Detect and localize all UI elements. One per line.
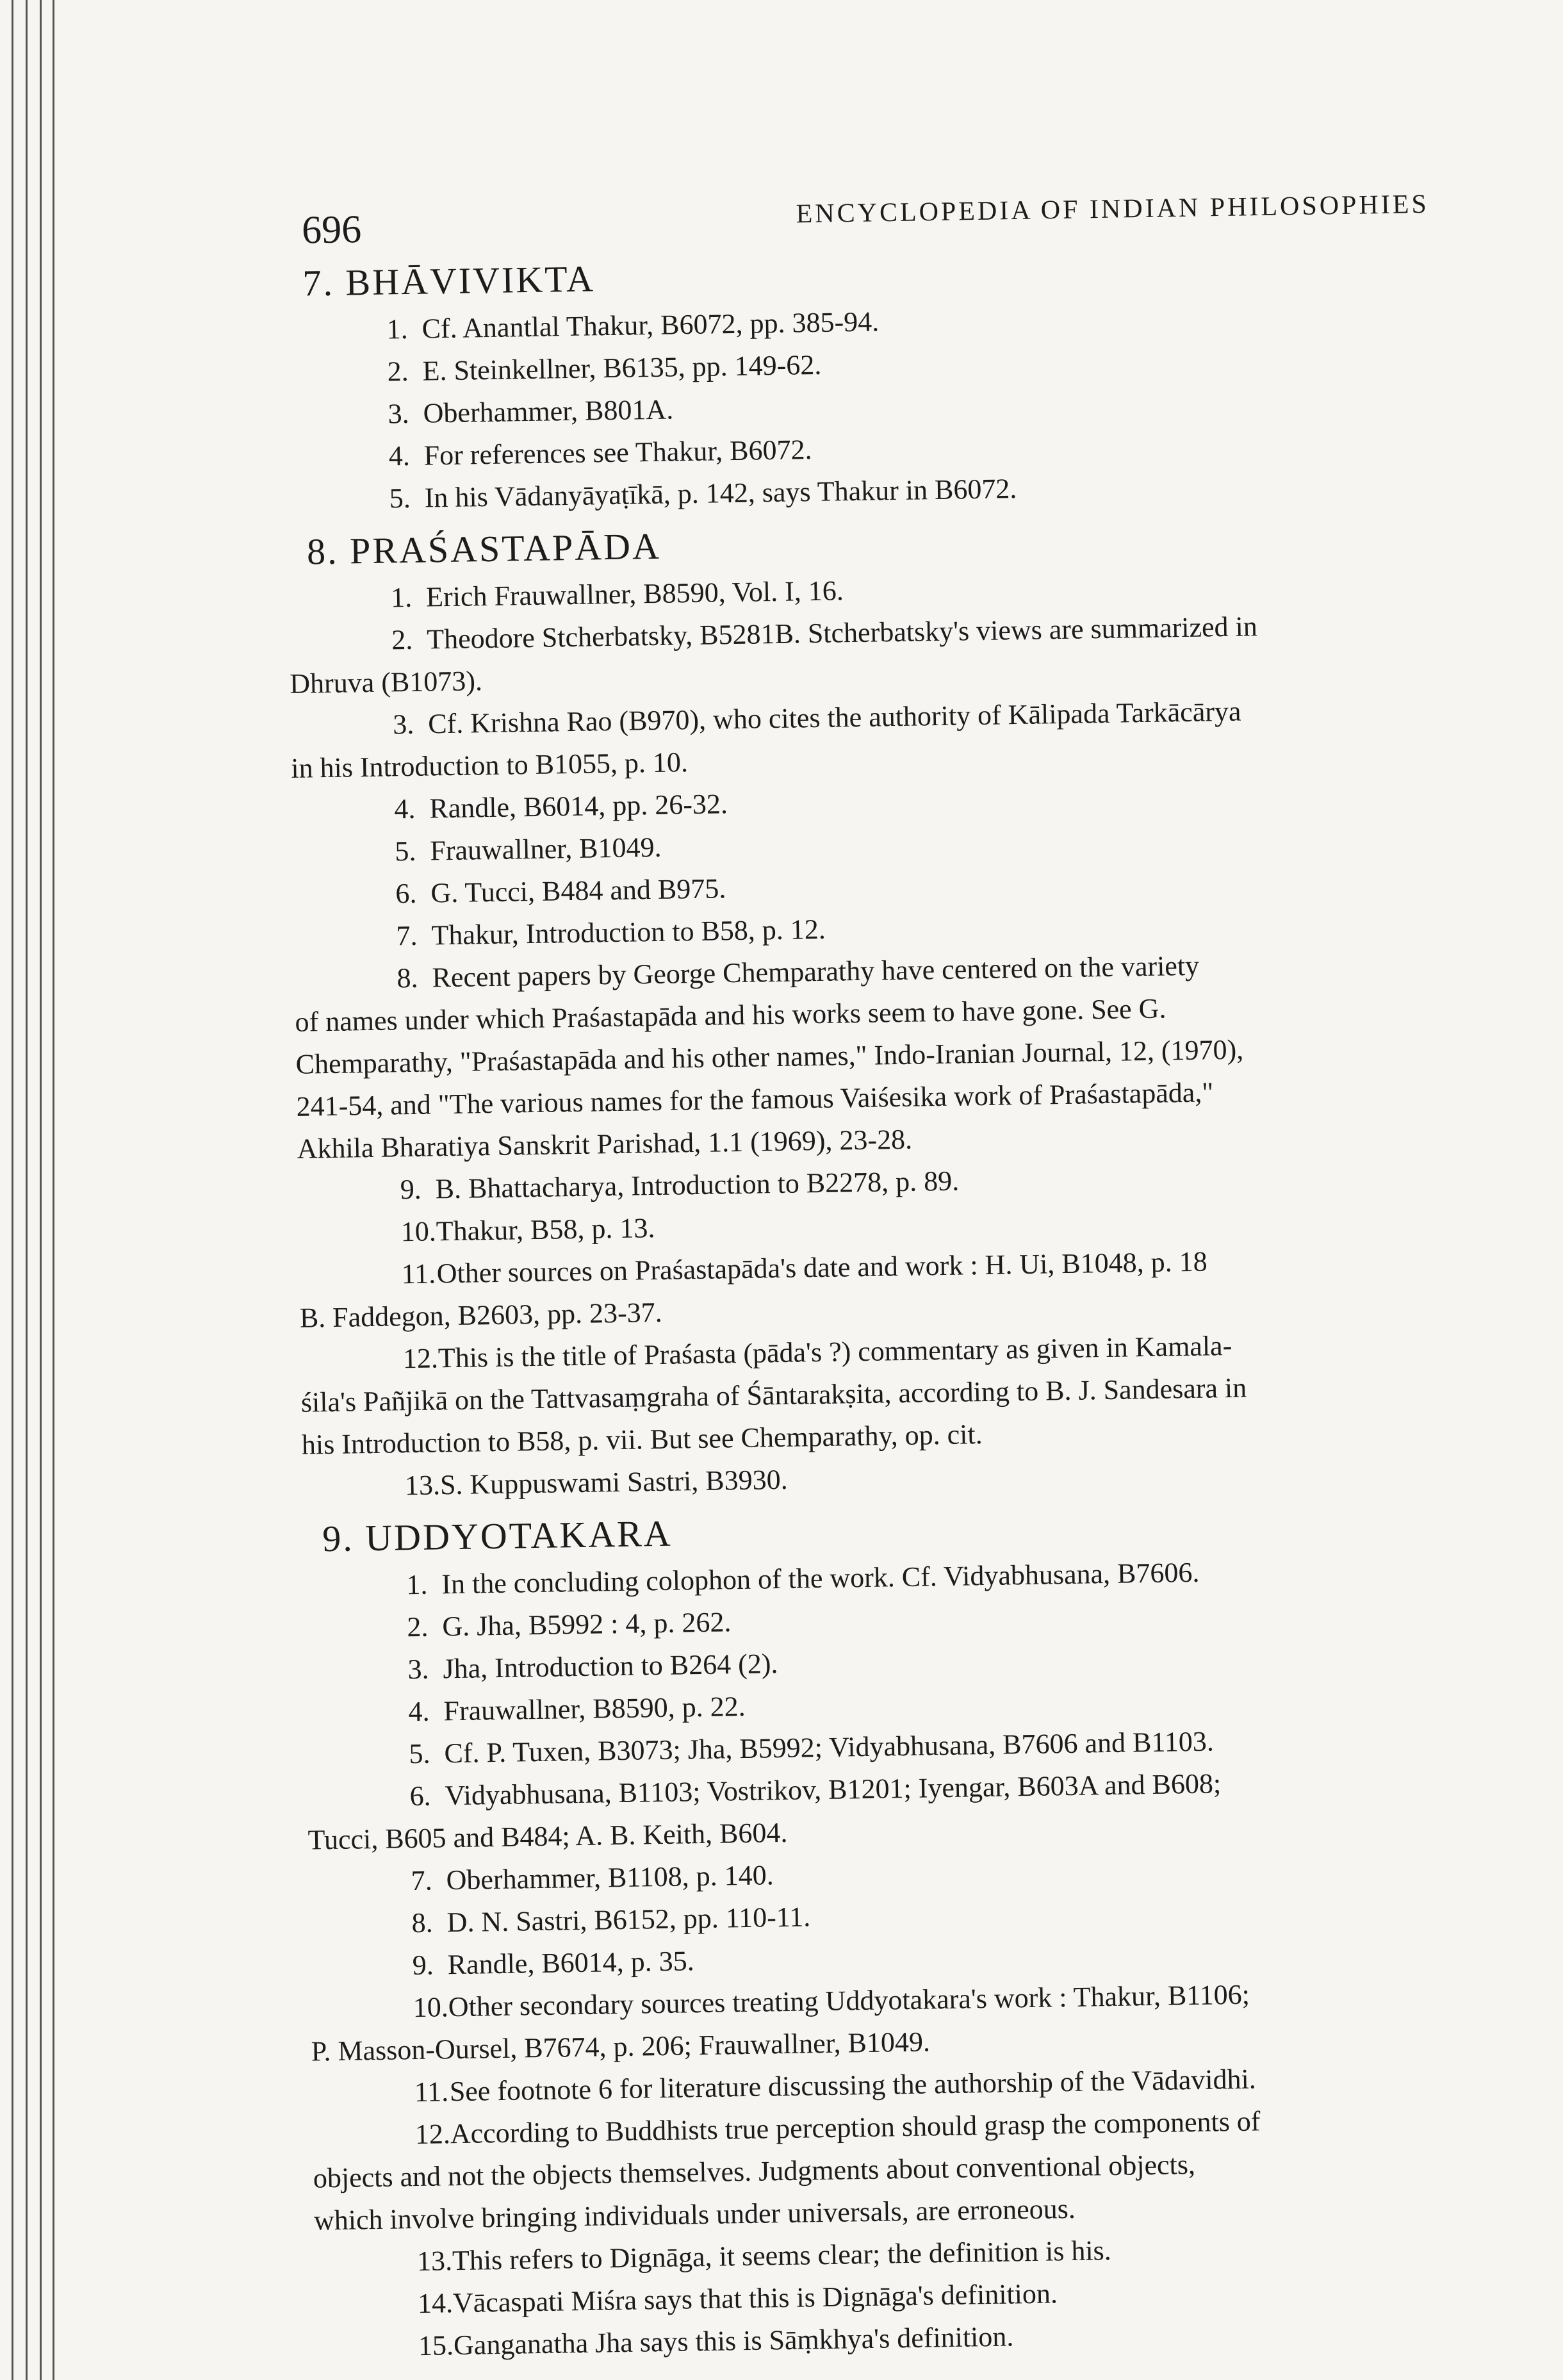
footnote-text: Randle, B6014, pp. 26-32.: [429, 788, 728, 825]
footnote-number: 6.: [395, 877, 417, 910]
footnote-number: 12.: [402, 1342, 439, 1375]
footnote-number: 3.: [388, 397, 410, 430]
footnote-number: 6.: [409, 1780, 431, 1812]
footnote-text: of names under which Praśastapāda and his works seem to have gone. See G.: [295, 992, 1166, 1038]
footnote-number: 4.: [388, 439, 411, 472]
footnote-number: 11.: [414, 2076, 449, 2108]
footnote-text: Erich Frauwallner, B8590, Vol. I, 16.: [425, 575, 844, 613]
footnote-text: Cf. Anantlal Thakur, B6072, pp. 385-94.: [421, 306, 880, 345]
footnote-text: 241-54, and "The various names for the famous Vaiśesika work of Praśastapāda,": [296, 1076, 1214, 1122]
footnote-text: P. Masson-Oursel, B7674, p. 206; Frauwallner, B1049.: [311, 2026, 931, 2067]
footnote-number: 2.: [391, 623, 413, 656]
footnote-number: 3.: [392, 708, 414, 741]
footnote-text: which involve bringing individuals under universals, are erroneous.: [313, 2192, 1076, 2236]
footnote-text: In the concluding colophon of the work. Cf. Vidyabhusana, B7606.: [441, 1556, 1200, 1600]
footnote-number: 1.: [386, 313, 408, 345]
footnote-text: Chemparathy, "Praśastapāda and his other names," Indo-Iranian Journal, 12, (1970),: [295, 1033, 1244, 1080]
footnote-text: G. Tucci, B484 and B975.: [430, 873, 726, 909]
footnote-number: 2.: [407, 1611, 429, 1643]
footnote-text: Other secondary sources treating Uddyotakara's work : Thakur, B1106;: [448, 1978, 1250, 2023]
footnote-number: 13.: [416, 2245, 453, 2277]
binding-edge-line: [12, 0, 13, 2380]
footnote-number: 1.: [406, 1568, 428, 1601]
footnote-number: 5.: [409, 1737, 430, 1770]
footnote-number: 1.: [390, 581, 413, 614]
footnote-text: According to Buddhists true perception should grasp the components of: [450, 2105, 1261, 2150]
footnote-text: E. Steinkellner, B6135, pp. 149-62.: [422, 349, 822, 387]
footnote-text: Cf. P. Tuxen, B3073; Jha, B5992; Vidyabhusana, B7606 and B1103.: [444, 1725, 1215, 1769]
section-heading: 7. BHĀVIVIKTA: [302, 258, 596, 304]
footnote-text: Oberhammer, B1108, p. 140.: [446, 1859, 774, 1896]
footnote-text: Theodore Stcherbatsky, B5281B. Stcherbatsky's views are summarized in: [426, 611, 1258, 655]
footnote-number: 8.: [411, 1907, 434, 1939]
footnote-number: 9.: [400, 1173, 422, 1206]
footnote-text: Tucci, B605 and B484; A. B. Keith, B604.: [307, 1816, 788, 1856]
footnote-text: This is the title of Praśasta (pāda's ?) commentary as given in Kamala-: [438, 1329, 1232, 1374]
footnote-text: Vidyabhusana, B1103; Vostrikov, B1201; Iyengar, B603A and B608;: [445, 1768, 1222, 1812]
footnote-text: This refers to Dignāga, it seems clear; the definition is his.: [452, 2235, 1112, 2277]
footnote-number: 14.: [417, 2287, 454, 2320]
footnote-text: Oberhammer, B801A.: [423, 393, 674, 429]
footnote-text: Jha, Introduction to B264 (2).: [443, 1648, 778, 1685]
footnote-text: Vācaspati Miśra says that this is Dignāga's definition.: [452, 2277, 1058, 2319]
footnote-text: Dhruva (B1073).: [289, 665, 483, 700]
binding-edge-line: [53, 0, 54, 2380]
footnote-text: D. N. Sastri, B6152, pp. 110-11.: [446, 1901, 811, 1939]
running-head: ENCYCLOPEDIA OF INDIAN PHILOSOPHIES: [796, 189, 1430, 229]
footnote-number: 13.: [404, 1469, 441, 1502]
footnote-text: Frauwallner, B8590, p. 22.: [443, 1690, 746, 1727]
footnote-text: Thakur, Introduction to B58, p. 12.: [431, 913, 826, 951]
footnote-text: Other sources on Praśastapāda's date and work : H. Ui, B1048, p. 18: [436, 1245, 1208, 1290]
footnote-text: For references see Thakur, B6072.: [423, 434, 812, 472]
footnote-text: objects and not the objects themselves. Judgments about conventional objects,: [313, 2148, 1196, 2194]
section-heading: 9. UDDYOTAKARA: [322, 1512, 673, 1560]
footnote-text: In his Vādanyāyaṭīkā, p. 142, says Thakur in B6072.: [424, 473, 1017, 514]
footnote-text: Frauwallner, B1049.: [430, 831, 662, 867]
binding-edge-line: [40, 0, 42, 2380]
footnote-number: 2.: [387, 355, 409, 388]
footnote-text: Cf. Krishna Rao (B970), who cites the authority of Kālipada Tarkācārya: [427, 695, 1241, 740]
footnote-number: 4.: [393, 792, 416, 825]
footnote-text: Akhila Bharatiya Sanskrit Parishad, 1.1 (1969), 23-28.: [297, 1123, 913, 1165]
footnote-text: See footnote 6 for literature discussing the authorship of the Vādavidhi.: [449, 2063, 1257, 2108]
footnote-text: Randle, B6014, p. 35.: [447, 1945, 695, 1981]
footnote-number: 3.: [407, 1653, 429, 1686]
book-page: [282, 165, 1462, 2369]
footnote-text: his Introduction to B58, p. vii. But see Chemparathy, op. cit.: [301, 1418, 983, 1461]
footnote-text: B. Bhattacharya, Introduction to B2278, p. 89.: [435, 1165, 960, 1205]
footnote-text: śila's Pañjikā on the Tattvasaṃgraha of Śāntarakṣita, according to B. J. Sandesara in: [300, 1372, 1247, 1418]
notes-content: [283, 244, 1462, 2369]
footnote-number: 5.: [395, 835, 416, 867]
footnote-text: Thakur, B58, p. 13.: [436, 1212, 655, 1247]
footnote-text: B. Faddegon, B2603, pp. 23-37.: [299, 1296, 663, 1334]
footnote-number: 10.: [413, 1991, 449, 2024]
footnote-text: G. Jha, B5992 : 4, p. 262.: [442, 1606, 732, 1643]
page-header: [282, 165, 1430, 253]
footnote-text: in his Introduction to B1055, p. 10.: [290, 746, 689, 784]
footnote-number: 4.: [408, 1695, 430, 1728]
footnote-number: 11.: [401, 1258, 436, 1290]
footnote-number: 5.: [389, 482, 411, 514]
binding-edge-line: [26, 0, 28, 2380]
footnote-number: 15.: [418, 2329, 454, 2362]
footnote-number: 8.: [397, 962, 418, 994]
footnote-number: 7.: [411, 1864, 433, 1897]
footnote-number: 9.: [412, 1949, 434, 1982]
page-number: 696: [301, 208, 362, 252]
footnote-text: Recent papers by George Chemparathy have centered on the variety: [432, 949, 1200, 994]
footnote-number: 12.: [414, 2118, 451, 2151]
footnote-text: Ganganatha Jha says this is Sāṃkhya's definition.: [453, 2320, 1014, 2361]
footnote-number: 10.: [400, 1215, 437, 1248]
footnote-text: S. Kuppuswami Sastri, B3930.: [439, 1463, 788, 1501]
footnote-number: 7.: [396, 919, 418, 952]
section-heading: 8. PRAŚASTAPĀDA: [306, 525, 662, 573]
